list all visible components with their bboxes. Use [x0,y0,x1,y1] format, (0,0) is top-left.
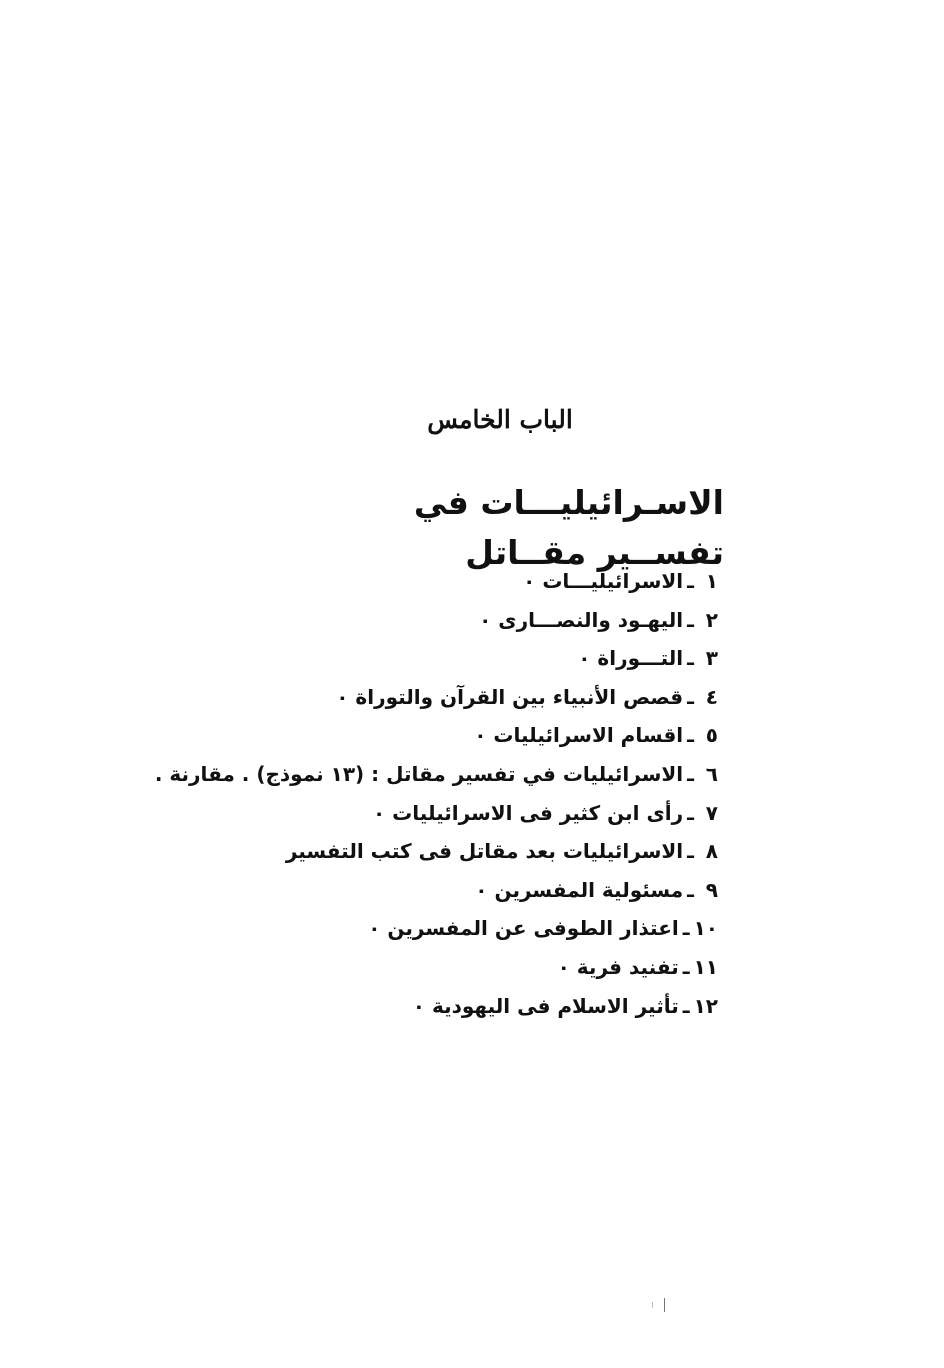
toc-item [155,987,718,1026]
toc-item [155,562,718,601]
toc-item [155,716,718,755]
chapter-label: الباب الخامس [427,405,573,434]
toc-item-number: ٢ [705,607,718,632]
toc-item-number: ١٠ [693,916,718,941]
toc-item-text: رأى ابن كثير فى الاسرائيليات ٠ [373,800,684,825]
toc-item-separator: ـ [687,607,694,632]
toc-item-text: اقسام الاسرائيليات ٠ [474,723,684,748]
toc-item-separator: ـ [687,723,694,748]
toc-item-text: اليهـود والنصـــارى ٠ [479,607,684,632]
toc-item [155,755,718,794]
toc-item-number: ٣ [705,646,718,671]
table-of-contents [155,562,718,1025]
toc-item-number: ٧ [705,800,718,825]
toc-item-number: ١ [705,569,718,593]
toc-item-separator: ـ [687,839,694,864]
chapter-title: الاسـرائيليـــات في تفســير مقــاتل [413,483,724,572]
toc-item-separator: ـ [687,761,694,786]
toc-item [155,832,718,871]
scan-speck [652,1302,653,1308]
toc-item-number: ١٢ [693,993,718,1018]
toc-item [155,639,718,678]
toc-item [155,794,718,833]
toc-item-separator: ـ [687,877,694,902]
toc-item-text: مسئولية المفسرين ٠ [475,877,684,902]
toc-item-separator: ـ [687,569,694,593]
toc-item [155,948,718,987]
toc-item-number: ١١ [693,954,718,979]
toc-item-separator: ـ [687,800,694,825]
toc-item-separator: ـ [682,993,690,1018]
toc-item-number: ٩ [705,877,718,902]
toc-item [155,871,718,910]
toc-item-text: التـــوراة ٠ [578,646,684,671]
toc-item-separator: ـ [682,916,690,941]
toc-item-text: الاسرائيليات بعد مقاتل فى كتب التفسير [285,839,684,864]
toc-item-text: تفنيد فرية ٠ [557,954,679,979]
toc-item [155,601,718,640]
toc-item-text: تأثير الاسلام فى اليهودية ٠ [412,993,679,1018]
toc-item-text: قصص الأنبياء بين القرآن والتوراة ٠ [336,684,684,709]
scan-speck [664,1298,665,1312]
toc-item-text: اعتذار الطوفى عن المفسرين ٠ [368,916,679,941]
toc-item-number: ٤ [705,684,718,709]
toc-item-separator: ـ [687,646,694,671]
toc-item-number: ٨ [705,839,718,864]
toc-item-text: الاسرائيليات في تفسير مقاتل : (١٣ نموذج) . مقارنة . [154,761,684,786]
toc-item-number: ٥ [705,723,718,748]
toc-item [155,678,718,717]
toc-item [155,909,718,948]
toc-item-separator: ـ [687,684,694,709]
toc-item-text: الاسرائيليـــات ٠ [523,569,684,593]
toc-item-number: ٦ [705,761,718,786]
toc-item-separator: ـ [682,954,690,979]
